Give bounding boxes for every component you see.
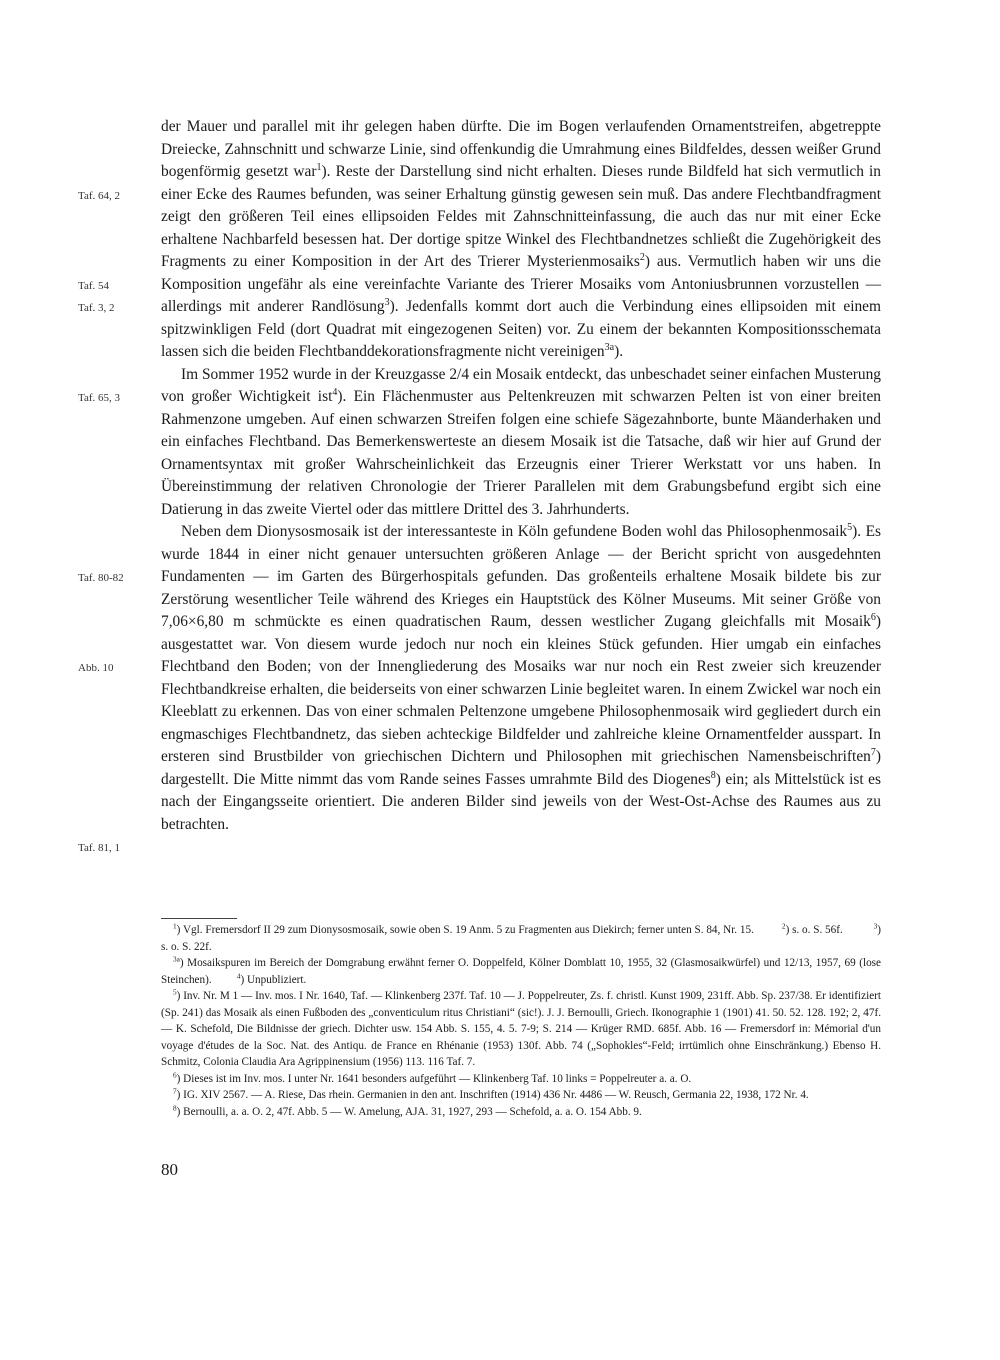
margin-note: Taf. 81, 1 [78, 842, 120, 854]
footnote-6: $^6$) Dieses ist im Inv. mos. I unter Nr. 1641 besonders aufgeführt — Klinkenberg Taf. 10 links = Poppelreuter a. a. O. [173, 1070, 692, 1085]
margin-note: Taf. 3, 2 [78, 302, 115, 314]
footnotes [161, 922, 881, 1120]
footnote-1-3: $^1$) Vgl. Fremersdorf II 29 zum Dionysosmosaik, sowie oben S. 19 Anm. 5 zu Fragmenten aus Diekirch; ferner unten S. 84, Nr. 15. $^2$) s. o. S. 56f. $^3$) s. o. S. 22f. [161, 922, 881, 953]
margin-note: Taf. 64, 2 [78, 189, 120, 202]
page-number: 80 [161, 1160, 178, 1179]
margin-note: Taf. 54 [78, 279, 109, 292]
paragraph-2: Im Sommer 1952 wurde in der Kreuzgasse 2/4 ein Mosaik entdeckt, das unbeschadet seiner einfachen Musterung von großer Wichtigkeit ist$^4$). Ein Flächenmuster aus Peltenkreuzen mit schwarzen Pelten ist von einer breiten Rahmenzone umgeben. Auf einen schwarzen Streifen folgen eine schiefe Sägezahnborte, bunte Mäanderhaken und ein einfaches Flechtband. Das Bemerkenswerteste an diesem Mosaik ist die Tatsache, daß wir hier auf Grund der Ornamentsyntax mit großer Wahrscheinlichkeit das Erzeugnis einer Trierer Werkstatt vor uns haben. In Übereinstimmung der relativen Chronologie der Trierer Parallelen mit dem Grabungsbefund ergibt sich eine Datierung in das zweite Viertel oder das mittlere Drittel des 3. Jahrhunderts. [161, 365, 881, 518]
footnote-5: $^5$) Inv. Nr. M 1 — Inv. mos. I Nr. 1640, Taf. — Klinkenberg 237f. Taf. 10 — J. Poppelreuter, Zs. f. christl. Kunst 1909, 231ff. Abb. Sp. 237/38. Er identifiziert (Sp. 241) das Mosaik als einen Fußboden des „conventiculum ritus Christiani“ (sic!). J. J. Bernoulli, Griech. Ikonographie 1 (1901) 41. 50. 52. 128. 192; 2, 47f. — K. Schefold, Die Bildnisse der griech. Dichter usw. 154 Abb. S. 155, 4. 5. 7-9; S. 214 — Krüger RMD. 685f. Abb. 16 — Fremersdorf in: Mémorial d'un voyage d'études de la Soc. Nat. des Antiqu. de France en Rhénanie (1953) 130f. Abb. 74 („Sophokles“-Feld; irrtümlich ohne Einschränkung.) Ebenso H. Schmitz, Colonia Claudia Ara Agrippinensium (1956) 113. 116 Taf. 7. [161, 988, 881, 1068]
footnote-separator [161, 918, 237, 919]
paragraph-1: der Mauer und parallel mit ihr gelegen haben dürfte. Die im Bogen verlaufenden Ornamentstreifen, abgetreppte Dreiecke, Zahnschnitt und schwarze Linie, sind offenkundig die Umrahmung eines Bildfeldes, dessen weißer Grund bogenförmig gesetzt war$^1$). Reste der Darstellung sind nicht erhalten. Dieses runde Bildfeld hat sich vermutlich in einer Ecke des Raumes befunden, was seiner Erhaltung günstig gewesen sein muß. Das andere Flechtbandfragment zeigt den größeren Teil eines ellipsoiden Feldes mit Zahnschnitteinfassung, die auch das nur mit einer Ecke erhaltene Nachbarfeld besessen hat. Der dortige spitze Winkel des Flechtbandnetzes schließt die Zugehörigkeit des Fragments zu einer Komposition in der Art des Trierer Mysterienmosaiks$^2$) aus. Vermutlich haben wir uns die Komposition ungefähr als eine vereinfachte Variante des Trierer Mosaiks vom Antoniusbrunnen vorzustellen — allerdings mit anderer Randlösung$^3$). Jedenfalls kommt dort auch die Verbindung eines ellipsoiden mit einem spitzwinkligen Feld (dort Quadrat mit eingezogenen Seiten) vor. Zu einem der bekannten Kompositionsschemata lassen sich die beiden Flechtbanddekorationsfragmente nicht vereinigen$^{3a}$). [161, 118, 881, 360]
margin-note: Taf. 80-82 [78, 572, 124, 584]
main-text [161, 116, 881, 836]
paragraph-3: Neben dem Dionysosmosaik ist der interessanteste in Köln gefundene Boden wohl das Philosophenmosaik$^5$). Es wurde 1844 in einer nicht genauer untersuchten größeren Anlage — der Bericht spricht von ausgedehnten Fundamenten — im Garten des Bürgerhospitals gefunden. Das großenteils erhaltene Mosaik bildete bis zur Zerstörung wesentlicher Teile während des Krieges ein Hauptstück des Kölner Museums. Mit seiner Größe von 7,06×6,80 m schmückte es einen quadratischen Raum, dessen westlicher Zugang gleichfalls mit Mosaik$^6$) ausgestattet war. Von diesem wurde jedoch nur noch ein kleines Stück gefunden. Hier umgab ein einfaches Flechtband den Boden; von der Innengliederung des Mosaiks war nur noch ein Rest zweier sich kreuzender Flechtbandkreise erhalten, die beiderseits von einer schwarzen Linie begleitet waren. In einem Zwickel war noch ein Kleeblatt zu erkennen. Das von einer schmalen Peltenzone umgebene Philosophenmosaik wird gegliedert durch ein engmaschiges Flechtbandnetz, das sieben achteckige Bildfelder und zahlreiche kleine Ornamentfelder ausspart. In ersteren sind Brustbilder von griechischen Dichtern und Philosophen mit griechischen Namensbeischriften$^7$) dargestellt. Die Mitte nimmt das vom Rande seines Fasses umrahmte Bild des Diogenes$^8$) ein; als Mittelstück ist es nach der Eingangsseite orientiert. Die anderen Bilder sind jeweils von der West-Ost-Achse des Raumes aus zu betrachten. [161, 521, 881, 833]
footnote-7: $^7$) IG. XIV 2567. — A. Riese, Das rhein. Germanien in den ant. Inschriften (1914) 436 Nr. 4486 — W. Reusch, Germania 22, 1938, 172 Nr. 4. [173, 1087, 809, 1101]
margin-note: Abb. 10 [78, 662, 114, 674]
margin-note: Taf. 65, 3 [78, 392, 120, 404]
footnote-8: $^8$) Bernoulli, a. a. O. 2, 47f. Abb. 5 — W. Amelung, AJA. 31, 1927, 293 — Schefold, a. a. O. 154 Abb. 9. [173, 1103, 642, 1118]
footnote-3a-4: $^{3a}$) Mosaikspuren im Bereich der Domgrabung erwähnt ferner O. Doppelfeld, Kölner Domblatt 10, 1955, 32 (Glasmosaikwürfel) und 12/13, 1957, 69 (lose Steinchen). $^4$) Unpubliziert. [161, 955, 881, 986]
